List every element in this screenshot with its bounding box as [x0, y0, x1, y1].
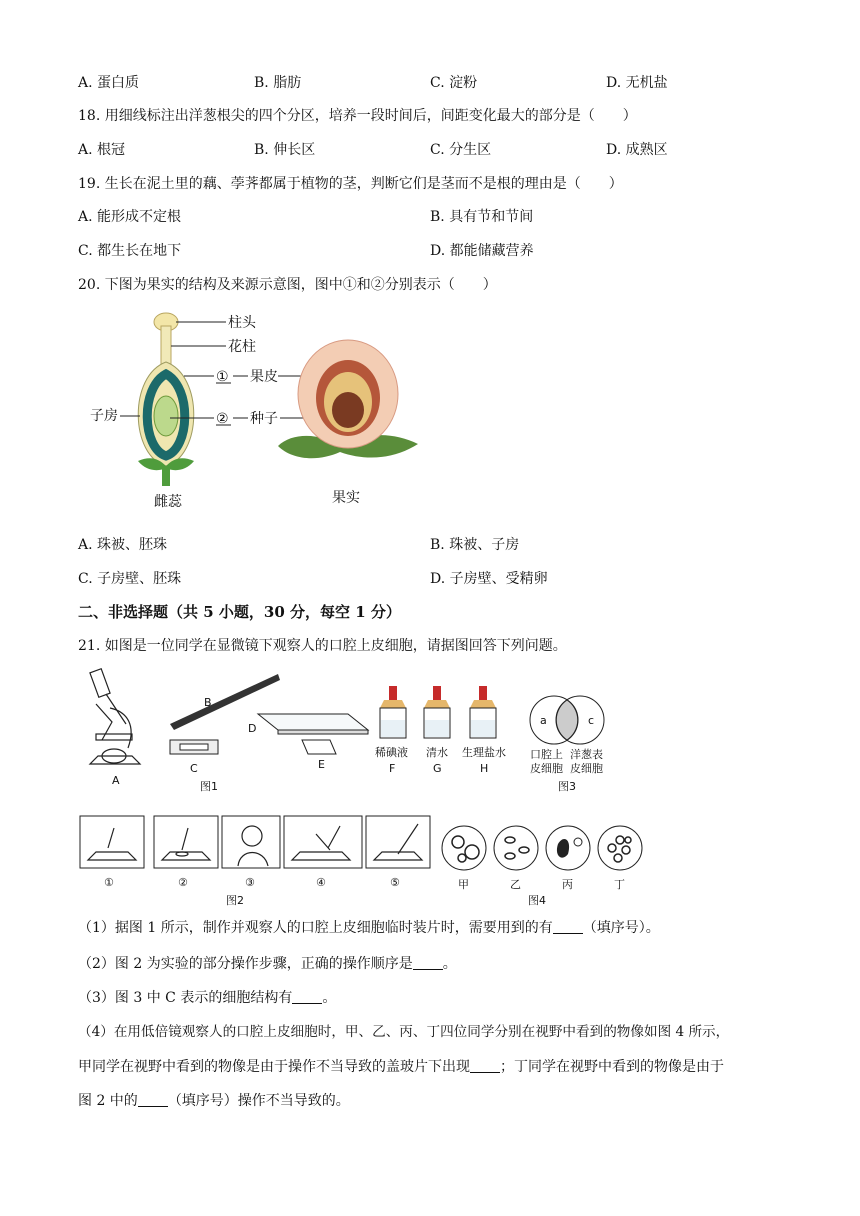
- q20-option-d[interactable]: D. 子房壁、受精卵: [430, 571, 548, 587]
- q21-blank-2[interactable]: [413, 955, 443, 970]
- q20-option-c[interactable]: C. 子房壁、胚珠: [78, 571, 182, 587]
- q20-option-a[interactable]: A. 珠被、胚珠: [78, 537, 168, 553]
- view-yi-label: 乙: [510, 878, 521, 891]
- venn-a: a: [540, 714, 547, 727]
- caption-pistil: 雌蕊: [154, 494, 182, 510]
- marker-2: ②: [216, 411, 229, 427]
- step-2-label: ②: [178, 876, 188, 889]
- caption-fruit: 果实: [332, 490, 360, 506]
- q21-stem: 21. 如图是一位同学在显微镜下观察人的口腔上皮细胞，请据图回答下列问题。: [78, 638, 567, 654]
- section-title: 二、非选择题（共 5 小题，30 分，每空 1 分）: [78, 603, 401, 621]
- step-5-label: ⑤: [390, 876, 400, 889]
- q17-option-c[interactable]: C. 淀粉: [430, 75, 478, 91]
- q19-stem: 19. 生长在泥土里的藕、荸荠都属于植物的茎，判断它们是茎而不是根的理由是（ ）: [78, 176, 623, 192]
- venn-right-2: 皮细胞: [570, 762, 603, 775]
- label-style: 花柱: [228, 339, 256, 355]
- q21-part4-3b: （填序号）操作不当导致的。: [167, 1093, 350, 1109]
- view-bing-label: 丙: [562, 878, 573, 891]
- q21-part2-a: （2）图 2 为实验的部分操作步骤，正确的操作顺序是: [78, 956, 413, 972]
- q21-blank-4[interactable]: [470, 1058, 500, 1073]
- bottle-f-name: 稀碘液: [375, 746, 408, 759]
- label-ovary: 子房: [90, 408, 118, 424]
- venn-left-1: 口腔上: [530, 748, 563, 761]
- tweezers-icon: [170, 674, 280, 730]
- q17-option-d[interactable]: D. 无机盐: [606, 75, 668, 91]
- q21-part1-b: （填序号）。: [582, 920, 660, 936]
- q19-option-d[interactable]: D. 都能储藏营养: [430, 243, 534, 259]
- pistil-diagram: [138, 313, 194, 486]
- fig4-caption: 图4: [528, 894, 546, 907]
- view-yi: [494, 826, 538, 870]
- step-3-label: ③: [245, 876, 255, 889]
- q19-option-b[interactable]: B. 具有节和节间: [430, 209, 534, 225]
- dropper-bottle-h-icon: [470, 686, 496, 738]
- bottle-h-name: 生理盐水: [462, 746, 506, 759]
- venn-right-1: 洋葱表: [570, 748, 603, 761]
- venn-c: c: [588, 714, 595, 727]
- venn-left-2: 皮细胞: [530, 762, 563, 775]
- fig1-label-b: B: [204, 696, 212, 709]
- q20-figure: [78, 306, 458, 518]
- fig1-label-c: C: [190, 762, 198, 775]
- step-3-panel: [222, 816, 280, 868]
- q18-option-c[interactable]: C. 分生区: [430, 142, 492, 158]
- dropper-bottle-g-icon: [424, 686, 450, 738]
- q21-part4-line2: [78, 1057, 724, 1077]
- bottle-g-letter: G: [433, 762, 442, 775]
- q19-option-c[interactable]: C. 都生长在地下: [78, 243, 182, 259]
- fig3-caption: 图3: [558, 780, 576, 793]
- q21-blank-3[interactable]: [292, 989, 322, 1004]
- label-stigma: 柱头: [228, 315, 256, 331]
- q19-option-a[interactable]: A. 能形成不定根: [78, 209, 182, 225]
- fig1-caption: 图1: [200, 780, 218, 793]
- razor-blade-icon: [170, 740, 218, 754]
- q21-part1: [78, 918, 660, 938]
- q18-option-b[interactable]: B. 伸长区: [254, 142, 316, 158]
- bottle-g-name: 清水: [426, 746, 448, 759]
- q21-part3-a: （3）图 3 中 C 表示的细胞结构有: [78, 990, 293, 1006]
- q20-stem: 20. 下图为果实的结构及来源示意图，图中①和②分别表示（ ）: [78, 277, 497, 293]
- step-4-label: ④: [316, 876, 326, 889]
- q21-part4-line3: [78, 1091, 350, 1111]
- q21-part4-2a: 甲同学在视野中看到的物像是由于操作不当导致的盖玻片下出现: [78, 1059, 470, 1075]
- q18-stem: 18. 用细线标注出洋葱根尖的四个分区，培养一段时间后，间距变化最大的部分是（ ）: [78, 108, 637, 124]
- fig1-label-d: D: [248, 722, 257, 735]
- fruit-diagram: [278, 340, 418, 458]
- q21-part1-a: （1）据图 1 所示，制作并观察人的口腔上皮细胞临时装片时，需要用到的有: [78, 920, 553, 936]
- q21-blank-1[interactable]: [553, 919, 583, 934]
- q21-part3-b: 。: [322, 990, 337, 1006]
- q18-option-a[interactable]: A. 根冠: [78, 142, 126, 158]
- bottle-f-letter: F: [389, 762, 396, 775]
- q21-part2-b: 。: [442, 956, 457, 972]
- q21-blank-5[interactable]: [138, 1092, 168, 1107]
- q21-part4-2b: ；丁同学在视野中看到的物像是由于: [500, 1059, 724, 1075]
- fig2-caption: 图2: [226, 894, 244, 907]
- q21-figures: [78, 664, 658, 912]
- fig1-label-e: E: [318, 758, 325, 771]
- bottle-h-letter: H: [480, 762, 489, 775]
- q21-part4-line1: （4）在用低倍镜观察人的口腔上皮细胞时，甲、乙、丙、丁四位同学分别在视野中看到的物像如图 4 所示，: [78, 1024, 730, 1040]
- dropper-bottle-f-icon: [380, 686, 406, 738]
- q21-part3: [78, 988, 336, 1008]
- view-jia: [442, 826, 486, 870]
- marker-1: ①: [216, 369, 229, 385]
- fig1-label-a: A: [112, 774, 120, 787]
- view-ding-label: 丁: [614, 878, 625, 891]
- label-pericarp: 果皮: [250, 369, 278, 385]
- q18-option-d[interactable]: D. 成熟区: [606, 142, 668, 158]
- q21-part2: [78, 954, 457, 974]
- view-ding: [598, 826, 642, 870]
- q17-option-b[interactable]: B. 脂肪: [254, 75, 302, 91]
- glass-slide-icon: [258, 714, 368, 734]
- microscope-icon: [90, 669, 140, 764]
- q20-option-b[interactable]: B. 珠被、子房: [430, 537, 520, 553]
- view-jia-label: 甲: [458, 878, 469, 891]
- coverslip-icon: [302, 740, 336, 754]
- label-seed: 种子: [250, 411, 278, 427]
- q21-part4-3a: 图 2 中的: [78, 1093, 138, 1109]
- step-1-label: ①: [104, 876, 114, 889]
- q17-option-a[interactable]: A. 蛋白质: [78, 75, 140, 91]
